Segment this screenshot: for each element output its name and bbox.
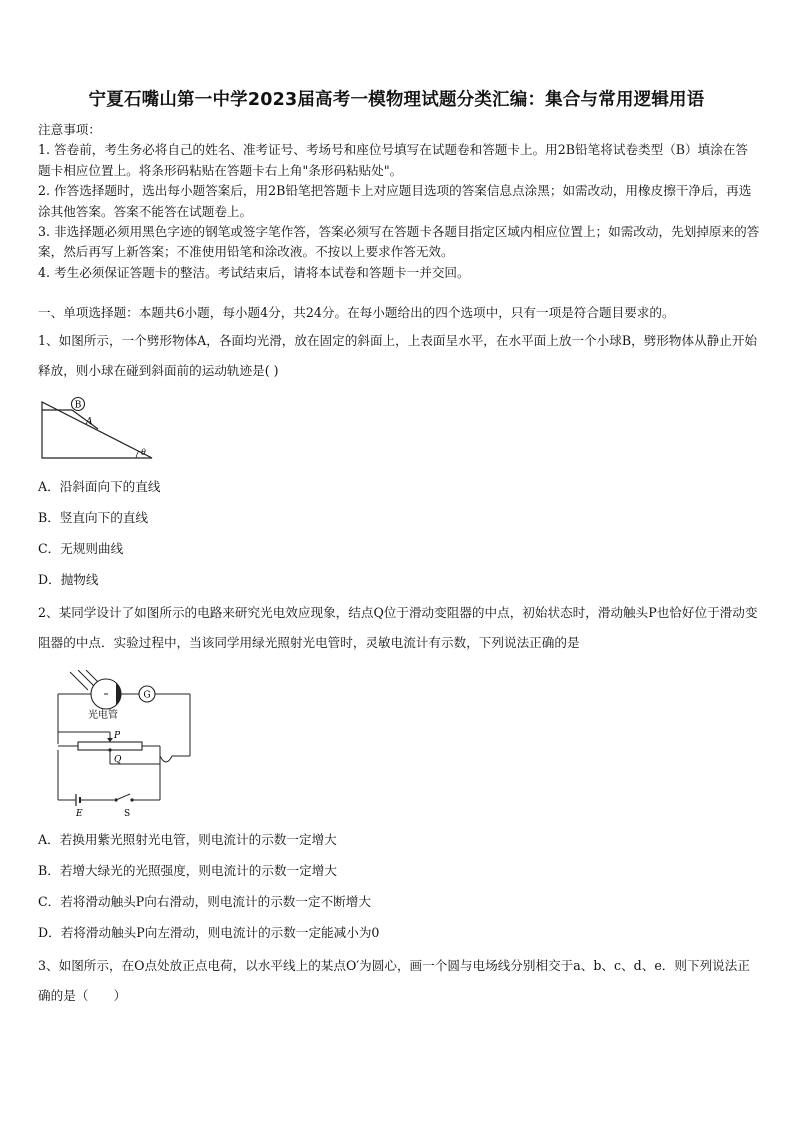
incline-wedge-figure [40, 396, 156, 462]
notice-block [38, 120, 760, 283]
question-1-option-c: C．无规则曲线 [38, 541, 124, 556]
notice-item: 2. 作答选择题时，选出每小题答案后，用2B铅笔把答题卡上对应题目选项的答案信息点涂黑；如需改动，用橡皮擦干净后，再选涂其他答案。答案不能答在试题卷上。 [38, 183, 752, 219]
question-1-option-a: A．沿斜面向下的直线 [38, 479, 161, 494]
page-title: 宁夏石嘴山第一中学2023届高考一模物理试题分类汇编：集合与常用逻辑用语 [88, 90, 705, 110]
question-2-option-a: A．若换用紫光照射光电管，则电流计的示数一定增大 [38, 832, 337, 847]
question-3-stem: 3、如图所示，在O点处放正点电荷，以水平线上的某点O′为圆心，画一个圆与电场线分别相交于a、b、c、d、e．则下列说法正确的是（ ） [38, 958, 750, 1003]
question-1-stem: 1、如图所示，一个劈形物体A，各面均光滑，放在固定的斜面上，上表面呈水平，在水平面上放一个小球B，劈形物体从静止开始释放，则小球在碰到斜面前的运动轨迹是( ) [38, 333, 758, 378]
section-heading: 一、单项选择题：本题共6小题，每小题4分，共24分。在每小题给出的四个选项中，只有一项是符合题目要求的。 [38, 305, 675, 320]
phototube-label: 光电管 [88, 710, 118, 721]
question-2-stem: 2、某同学设计了如图所示的电路来研究光电效应现象，结点Q位于滑动变阻器的中点，初始状态时，滑动触头P也恰好位于滑动变阻器的中点．实验过程中，当该同学用绿光照射光电管时，灵敏电流计有示数，下列说法正确的是 [38, 605, 758, 650]
switch-label: S [124, 809, 131, 818]
battery-label: E [76, 809, 83, 818]
ball-label: B [74, 400, 82, 411]
slider-p-label: P [114, 731, 121, 741]
notice-item: 3. 非选择题必须用黑色字迹的钢笔或签字笔作答，答案必须写在答题卡各题目指定区域内相应位置上；如需改动，先划掉原来的答案，然后再写上新答案；不准使用铅笔和涂改液。不按以上要求作答无效。 [38, 224, 760, 260]
wedge-label: A [86, 417, 93, 427]
question-1-option-d: D．抛物线 [38, 572, 99, 587]
node-q-label: Q [114, 755, 122, 765]
notice-heading: 注意事项： [38, 122, 101, 137]
notice-item: 1. 答卷前，考生务必将自己的姓名、准考证号、考场号和座位号填写在试题卷和答题卡上。用2B铅笔将试卷类型（B）填涂在答题卡相应位置上。将条形码粘贴在答题卡右上角"条形码粘贴处"。 [38, 142, 749, 178]
question-2-option-b: B．若增大绿光的光照强度，则电流计的示数一定增大 [38, 863, 337, 878]
question-1-option-b: B．竖直向下的直线 [38, 510, 149, 525]
question-2-option-d: D．若将滑动触头P向左滑动，则电流计的示数一定能减小为0 [38, 925, 380, 940]
angle-label: θ [141, 448, 146, 457]
galvanometer-label: G [143, 690, 151, 701]
photoelectric-circuit-figure [48, 670, 198, 818]
question-2-option-c: C．若将滑动触头P向右滑动，则电流计的示数一定不断增大 [38, 894, 371, 909]
notice-item: 4. 考生必须保证答题卡的整洁。考试结束后，请将本试卷和答题卡一并交回。 [38, 264, 470, 280]
